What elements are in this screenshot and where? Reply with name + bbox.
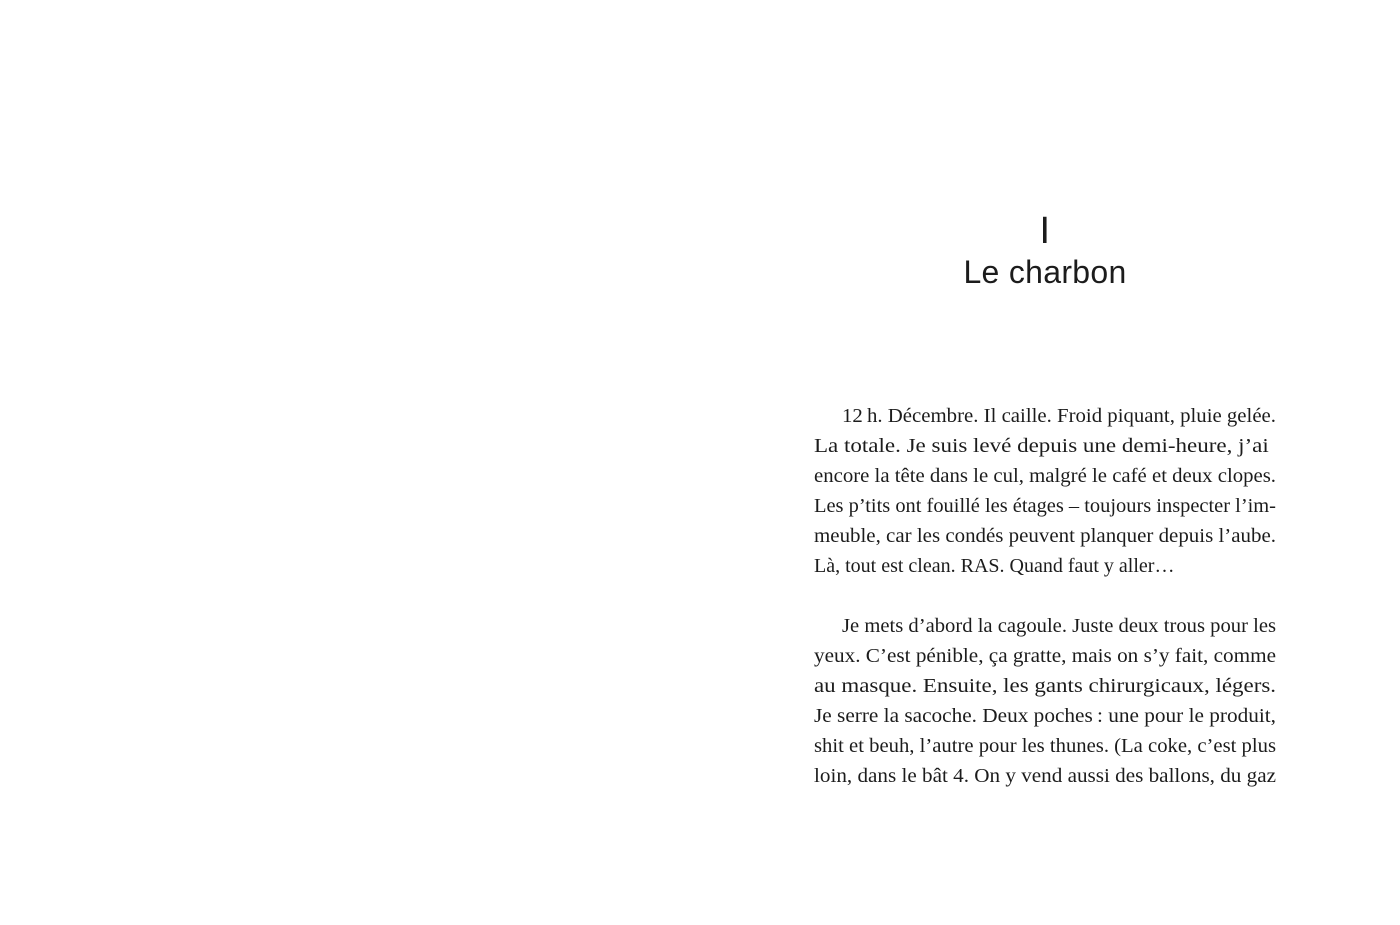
text-line-content: Là, tout est clean. RAS. Quand faut y aller… <box>814 555 1175 578</box>
text-line-content: 12 h. Décembre. Il caille. Froid piquant, pluie gelée. <box>842 405 1276 428</box>
text-line-content: encore la tête dans le cul, malgré le café et deux clopes. <box>814 465 1276 488</box>
text-column <box>814 0 1276 791</box>
paragraph <box>814 611 1276 791</box>
chapter-title: Le charbon <box>963 254 1127 290</box>
text-line <box>814 761 1276 791</box>
text-line <box>814 521 1276 551</box>
text-line-content: meuble, car les condés peuvent planquer depuis l’aube. <box>814 525 1276 548</box>
text-line <box>814 701 1276 731</box>
text-line <box>814 641 1276 671</box>
text-line <box>814 731 1276 761</box>
text-line-content: loin, dans le bât 4. On y vend aussi des ballons, du gaz <box>814 765 1276 788</box>
text-line-content: Je serre la sacoche. Deux poches : une pour le produit, <box>814 705 1276 728</box>
text-line-content: shit et beuh, l’autre pour les thunes. (La coke, c’est plus <box>814 735 1276 758</box>
text-line <box>814 551 1276 581</box>
text-line <box>814 431 1276 461</box>
body-text <box>814 401 1276 791</box>
text-line-content: La totale. Je suis levé depuis une demi-heure, j’ai <box>814 435 1269 458</box>
text-line <box>814 461 1276 491</box>
text-line <box>814 491 1276 521</box>
text-line-content: yeux. C’est pénible, ça gratte, mais on s’y fait, comme <box>814 645 1276 668</box>
text-line <box>814 611 1276 641</box>
text-line-content: Je mets d’abord la cagoule. Juste deux trous pour les <box>842 615 1276 638</box>
paragraph <box>814 401 1276 581</box>
text-line <box>814 671 1276 701</box>
text-line-content: Les p’tits ont fouillé les étages – toujours inspecter l’im- <box>814 495 1276 518</box>
text-line-content: au masque. Ensuite, les gants chirurgicaux, légers. <box>814 675 1276 698</box>
text-line <box>814 401 1276 431</box>
chapter-number: I <box>1039 210 1051 252</box>
